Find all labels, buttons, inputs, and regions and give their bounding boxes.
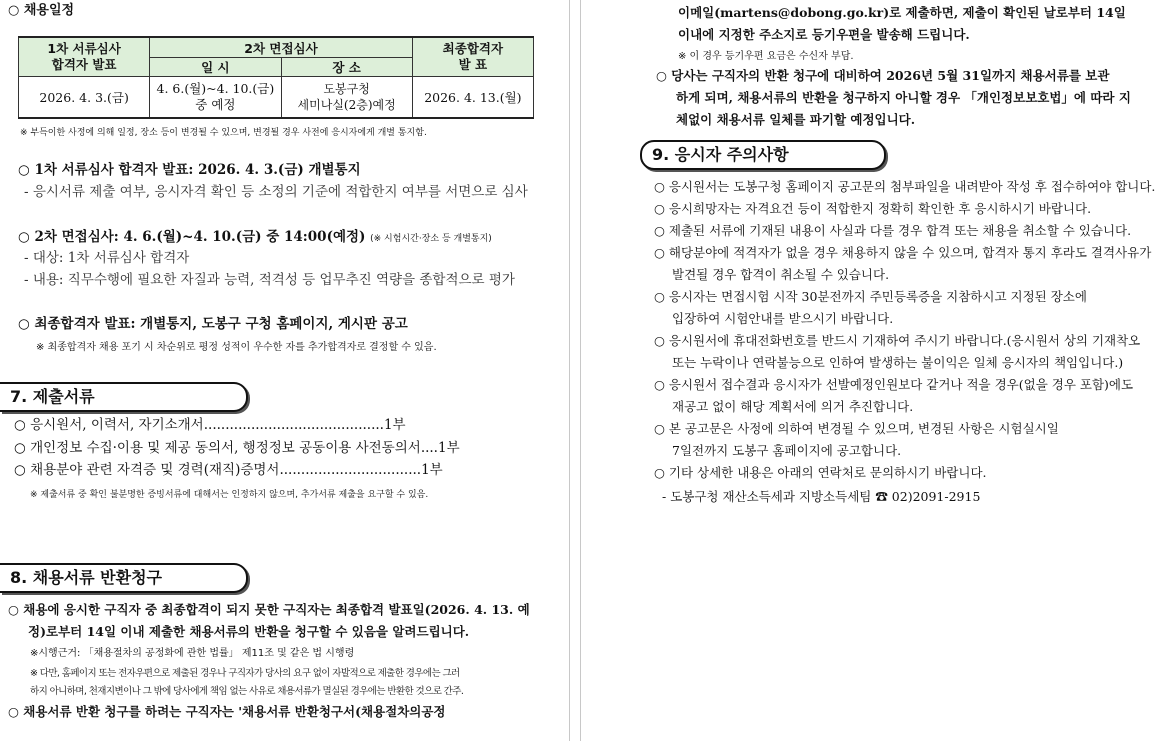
keep-line3: 체없이 채용서류 일체를 파기할 예정입니다. (676, 112, 916, 127)
doc-leader: ................................. (279, 462, 422, 478)
header-text: 최종합격자 (442, 41, 504, 56)
sec8-note-line1: ※ 다만, 홈페이지 또는 전자우편으로 제출된 경우나 구직자가 당사의 요구 없이 자발적으로 제출한 경우에는 그러 (30, 668, 460, 679)
doc-item (14, 461, 443, 479)
return-cont-line1: 이메일(martens@dobong.go.kr)로 제출하면, 제출이 확인된 날로부터 14일 (678, 5, 1126, 20)
table-subheader-location: 장 소 (281, 58, 412, 77)
notice-item: ○ 기타 상세한 내용은 아래의 연락처로 문의하시기 바랍니다. (654, 465, 987, 480)
doc-label: ○ 응시원서, 이력서, 자기소개서 (14, 417, 204, 433)
step2-target: - 대상: 1차 서류심사 합격자 (24, 250, 190, 266)
notice-item: ○ 응시원서에 휴대전화번호를 반드시 기재하여 주시기 바랍니다.(응시원서 상의 기재착오 (654, 333, 1141, 348)
header-text: 1차 서류심사 (47, 41, 121, 56)
final-title: ○ 최종합격자 발표: 개별통지, 도봉구 구청 홈페이지, 게시판 공고 (18, 316, 408, 332)
cell-text: 4. 6.(월)~4. 10.(금) (156, 81, 275, 96)
step1-desc: - 응시서류 제출 여부, 응시자격 확인 등 소정의 기준에 적합한지 여부를 서면으로 심사 (24, 184, 528, 200)
header-text: 발 표 (458, 57, 488, 72)
step2-title-text: ○ 2차 면접심사: 4. 6.(월)~4. 10.(금) 중 14:00(예정) (18, 229, 366, 245)
notice-item-cont: 7일전까지 도봉구 홈페이지에 공고합니다. (672, 443, 902, 458)
section7-header: 7. 제출서류 (0, 382, 248, 412)
doc-count: 1부 (421, 462, 443, 478)
notice-item: ○ 해당분야에 적격자가 없을 경우 채용하지 않을 수 있으며, 합격자 통지 후라도 결격사유가 (654, 245, 1152, 260)
sec8-note-line2: 하지 아니하며, 천재지변이나 그 밖에 당사에게 책임 없는 사유로 채용서류가 멸실된 경우에는 반환한 것으로 간주. (30, 686, 464, 697)
table-cell-final-date: 2026. 4. 13.(월) (412, 77, 533, 119)
step2-note: (※ 시험시간·장소 등 개별통지) (370, 234, 492, 244)
table-cell-interview-date (150, 77, 281, 119)
doc-count: 1부 (383, 417, 406, 433)
doc-item (14, 439, 460, 457)
doc-leader: .... (420, 440, 438, 456)
keep-line1: ○ 당사는 구직자의 반환 청구에 대비하여 2026년 5월 31일까지 채용서류를 보관 (656, 68, 1110, 83)
table-header-first-round (19, 37, 150, 77)
return-cont-note: ※ 이 경우 등기우편 요금은 수신자 부담. (678, 51, 854, 62)
sec8-para1-line1: ○ 채용에 응시한 구직자 중 최종합격이 되지 못한 구직자는 최종합격 발표일(2026. 4. 13. 예 (8, 602, 530, 617)
left-page (0, 0, 560, 741)
schedule-heading: ○ 채용일정 (8, 3, 75, 18)
doc-label: ○ 개인정보 수집·이용 및 제공 동의서, 행정정보 공동이용 사전동의서 (14, 440, 421, 456)
notice-item: ○ 응시원서는 도봉구청 홈페이지 공고문의 첨부파일을 내려받아 작성 후 접수하여야 합니다. (654, 179, 1156, 194)
keep-line2: 하게 되며, 채용서류의 반환을 청구하지 아니할 경우 「개인정보보호법」에 따라 지 (676, 90, 1131, 105)
cell-text: 중 예정 (195, 97, 236, 112)
step2-title (18, 228, 492, 248)
sec8-para1-line2: 정)로부터 14일 이내 제출한 채용서류의 반환을 청구할 수 있음을 알려드립니다. (28, 624, 470, 639)
step1-title: ○ 1차 서류심사 합격자 발표: 2026. 4. 3.(금) 개별통지 (18, 162, 361, 178)
table-note: ※ 부득이한 사정에 의해 일정, 장소 등이 변경될 수 있으며, 변경될 경우 사전에 응시자에게 개별 통지함. (20, 128, 427, 138)
sec8-law: ※시행근거: 「채용절차의 공정화에 관한 법률」 제11조 및 같은 법 시행령 (30, 648, 355, 659)
right-page (590, 0, 1170, 741)
header-text: 합격자 발표 (51, 57, 117, 72)
cell-text: 도봉구청 (323, 82, 370, 96)
sec8-para2: ○ 채용서류 반환 청구를 하려는 구직자는 '채용서류 반환청구서(채용절차의공정 (8, 704, 446, 719)
doc-item (14, 416, 406, 434)
contact-line: - 도봉구청 재산소득세과 지방소득세팀 ☎ 02)2091-2915 (662, 489, 981, 504)
section8-header: 8. 채용서류 반환청구 (0, 563, 248, 593)
table-cell-interview-location (281, 77, 412, 119)
notice-item-cont: 발견될 경우 합격이 취소될 수 있습니다. (672, 267, 890, 282)
table-header-final (412, 37, 533, 77)
notice-item: ○ 응시자는 면접시험 시작 30분전까지 주민등록증을 지참하시고 지정된 장소에 (654, 289, 1087, 304)
doc-label: ○ 채용분야 관련 자격증 및 경력(재직)증명서 (14, 462, 280, 478)
notice-item: ○ 응시희망자는 자격요건 등이 적합한지 정확히 확인한 후 응시하시기 바랍니다. (654, 201, 1092, 216)
doc-leader: .......................................... (203, 417, 384, 433)
notice-item-cont: 재공고 없이 해당 계획서에 의거 추진합니다. (672, 399, 914, 414)
notice-item-cont: 입장하여 시험안내를 받으시기 바랍니다. (672, 311, 894, 326)
section9-header: 9. 응시자 주의사항 (640, 140, 886, 170)
final-note: ※ 최종합격자 채용 포기 시 차순위로 평정 성적이 우수한 자를 추가합격자로 결정할 수 있음. (36, 342, 437, 353)
notice-item: ○ 본 공고문은 사정에 의하여 변경될 수 있으며, 변경된 사항은 시험실시일 (654, 421, 1059, 436)
doc-count: 1부 (437, 440, 460, 456)
table-subheader-datetime: 일 시 (150, 58, 281, 77)
notice-item: ○ 응시원서 접수결과 응시자가 선발예정인원보다 같거나 적을 경우(없을 경우 포함)에도 (654, 377, 1134, 392)
cell-text: 세미나실(2층)예정 (297, 98, 396, 112)
schedule-table (18, 36, 534, 119)
notice-item-cont: 또는 누락이나 연락불능으로 인하여 발생하는 불이익은 일체 응시자의 책임입니다.) (672, 355, 1124, 370)
table-cell-first-date: 2026. 4. 3.(금) (19, 77, 150, 119)
notice-item: ○ 제출된 서류에 기재된 내용이 사실과 다를 경우 합격 또는 채용을 취소할 수 있습니다. (654, 223, 1132, 238)
return-cont-line2: 이내에 지정한 주소지로 등기우편을 발송해 드립니다. (678, 27, 970, 42)
table-header-interview: 2차 면접심사 (150, 37, 413, 58)
page-gutter (560, 0, 590, 741)
docs-note: ※ 제출서류 중 확인 불분명한 증빙서류에 대해서는 인정하지 않으며, 추가서류 제출을 요구할 수 있음. (30, 490, 429, 500)
step2-content: - 내용: 직무수행에 필요한 자질과 능력, 적격성 등 업무추진 역량을 종합적으로 평가 (24, 272, 515, 288)
